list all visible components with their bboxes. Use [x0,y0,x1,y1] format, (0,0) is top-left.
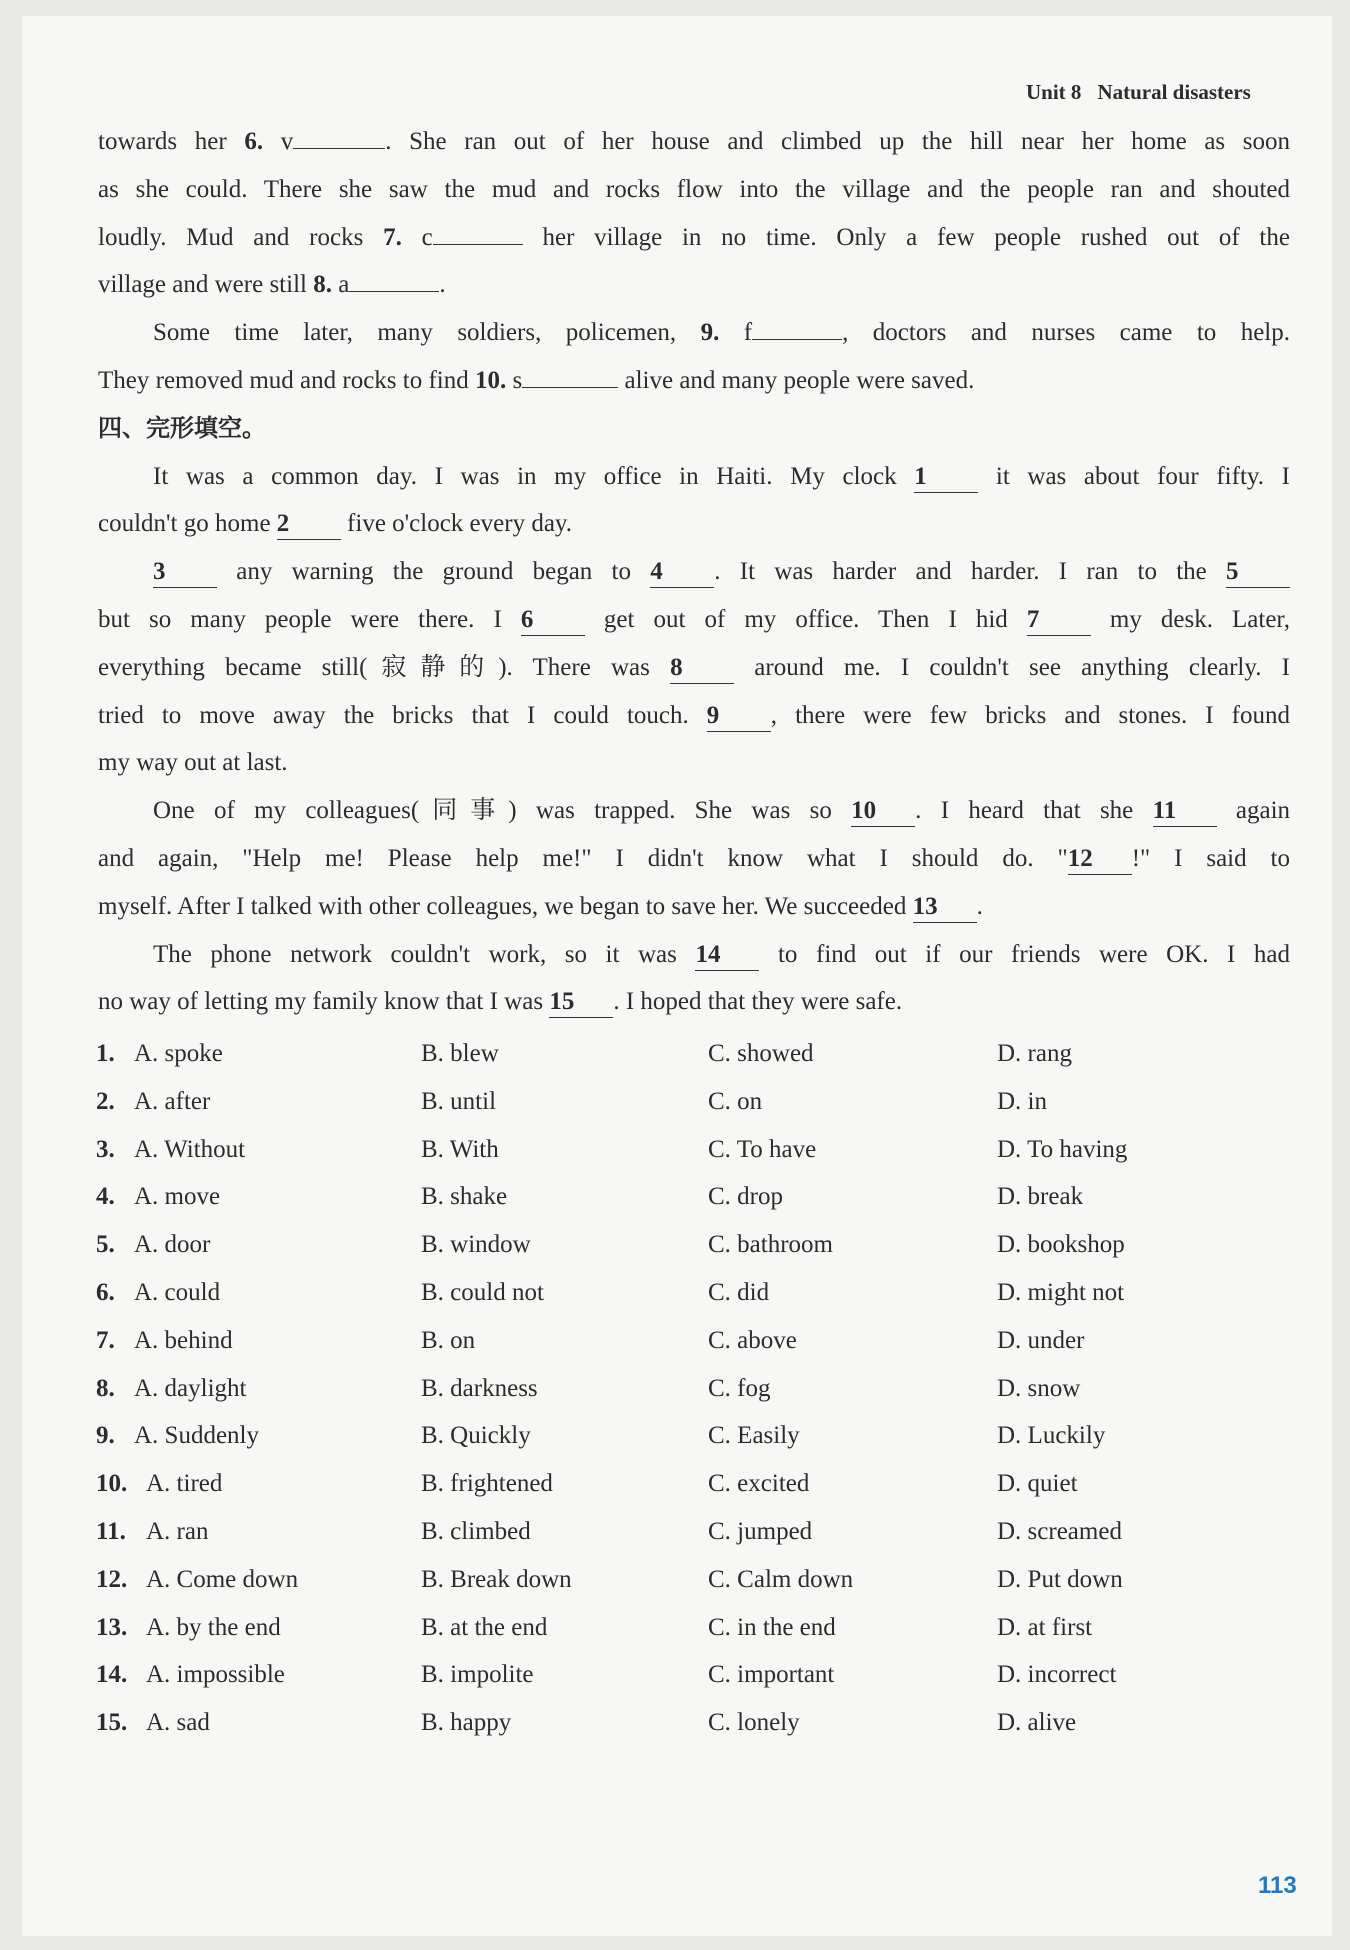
option-c[interactable]: C. drop [708,1183,783,1211]
option-row: 10. A. tired B. frightened C. excited D. quiet [96,1460,1246,1508]
option-a[interactable]: A. tired [146,1470,223,1498]
option-row: 15. A. sad B. happy C. lonely D. alive [96,1699,1246,1747]
option-a[interactable]: A. Suddenly [134,1422,259,1450]
answer-blank-10[interactable] [522,357,618,388]
option-d[interactable]: D. Put down [997,1565,1123,1593]
option-a[interactable]: A. daylight [134,1374,247,1402]
cloze-line: everything became still(寂静的). There was 8 around me. I couldn't see anything clearly. I [98,644,1290,692]
page-number: 113 [1258,1872,1297,1899]
option-a[interactable]: A. could [134,1278,221,1306]
cloze-blank-6[interactable]: 6 [521,605,585,636]
option-d[interactable]: D. incorrect [997,1661,1117,1689]
cloze-line: One of my colleagues(同事) was trapped. She was so 10 . I heard that she 11 again [98,787,1290,835]
passage-line: They removed mud and rocks to find 10. s alive and many people were saved. [98,357,1290,405]
cloze-line: It was a common day. I was in my office in Haiti. My clock 1 it was about four fifty. I [98,453,1290,501]
page-header [1026,80,1251,105]
option-a[interactable]: A. door [134,1231,211,1259]
option-b[interactable]: B. darkness [421,1374,538,1402]
option-row: 8. A. daylight B. darkness C. fog D. snow [96,1365,1246,1413]
option-a[interactable]: A. ran [146,1517,209,1545]
option-c[interactable]: C. on [708,1087,763,1115]
option-a[interactable]: A. behind [134,1326,233,1354]
cloze-line: no way of letting my family know that I was 15 . I hoped that they were safe. [98,978,1290,1026]
unit-title: Natural disasters [1097,80,1251,104]
option-row: 9. A. Suddenly B. Quickly C. Easily D. Luckily [96,1412,1246,1460]
answer-blank-8[interactable] [349,261,439,292]
option-a[interactable]: A. impossible [146,1661,285,1689]
cloze-blank-9[interactable]: 9 [707,701,771,732]
option-row: 14. A. impossible B. impolite C. important D. incorrect [96,1651,1246,1699]
cloze-line: myself. After I talked with other colleagues, we began to save her. We succeeded 13 . [98,883,1290,931]
option-b[interactable]: B. Quickly [421,1422,531,1450]
option-d[interactable]: D. under [997,1326,1085,1354]
answer-blank-6[interactable] [293,118,385,149]
cloze-line: and again, "Help me! Please help me!" I didn't know what I should do. "12 !" I said to [98,835,1290,883]
option-b[interactable]: B. impolite [421,1661,534,1689]
option-d[interactable]: D. rang [997,1040,1072,1067]
option-c[interactable]: C. Easily [708,1422,800,1450]
option-d[interactable]: D. alive [997,1709,1077,1737]
option-c[interactable]: C. To have [708,1135,817,1163]
option-d[interactable]: D. at first [997,1613,1093,1641]
option-b[interactable]: B. frightened [421,1470,553,1498]
cloze-blank-13[interactable]: 13 [913,892,977,923]
option-row: 7. A. behind B. on C. above D. under [96,1317,1246,1365]
option-c[interactable]: C. in the end [708,1613,836,1641]
option-b[interactable]: B. Break down [421,1565,572,1593]
option-row: 5. A. door B. window C. bathroom D. bookshop [96,1221,1246,1269]
option-a[interactable]: A. after [134,1087,211,1115]
passage-line: as she could. There she saw the mud and rocks flow into the village and the people ran and shouted [98,175,1290,203]
cloze-blank-2[interactable]: 2 [277,509,341,540]
passage-line: Some time later, many soldiers, policemen, 9. f , doctors and nurses came to help. [98,309,1290,357]
cloze-blank-1[interactable]: 1 [914,462,978,493]
option-row: 4. A. move B. shake C. drop D. break [96,1173,1246,1221]
option-c[interactable]: C. jumped [708,1517,813,1545]
cloze-blank-7[interactable]: 7 [1027,605,1091,636]
passage-content [98,118,1290,1026]
option-d[interactable]: D. might not [997,1278,1125,1306]
cloze-line: 3 any warning the ground began to 4 . It was harder and harder. I ran to the 5 [98,548,1290,596]
cloze-line: but so many people were there. I 6 get out of my office. Then I hid 7 my desk. Later, [98,596,1290,644]
option-d[interactable]: D. To having [997,1135,1128,1163]
option-d[interactable]: D. snow [997,1374,1081,1402]
option-a[interactable]: A. Come down [146,1565,299,1593]
option-row: 1. A. spoke B. blew C. showed D. rang [96,1030,1246,1078]
cloze-blank-4[interactable]: 4 [650,557,714,588]
option-c[interactable]: C. lonely [708,1709,800,1737]
option-row: 2. A. after B. until C. on D. in [96,1078,1246,1126]
options-list [96,1030,1246,1747]
cloze-line: The phone network couldn't work, so it was 14 to find out if our friends were OK. I had [98,931,1290,979]
option-a[interactable]: A. sad [146,1709,210,1737]
option-b[interactable]: B. With [421,1135,499,1163]
cloze-blank-3[interactable]: 3 [153,557,217,588]
cloze-blank-11[interactable]: 11 [1153,796,1217,827]
option-row: 6. A. could B. could not C. did D. might not [96,1269,1246,1317]
passage-line: loudly. Mud and rocks 7. c her village in no time. Only a few people rushed out of the [98,214,1290,262]
option-d[interactable]: D. break [997,1183,1084,1211]
answer-blank-9[interactable] [752,309,842,340]
section-title: 四、完形填空。 [98,413,266,442]
option-b[interactable]: B. shake [421,1183,508,1211]
cloze-blank-5[interactable]: 5 [1226,557,1290,588]
option-d[interactable]: D. bookshop [997,1231,1125,1259]
option-a[interactable]: A. Without [134,1135,246,1163]
option-c[interactable]: C. important [708,1661,835,1689]
option-row: 3. A. Without B. With C. To have D. To having [96,1126,1246,1174]
option-a[interactable]: A. by the end [146,1613,281,1641]
unit-label: Unit 8 [1026,80,1082,104]
option-d[interactable]: D. quiet [997,1470,1078,1498]
cloze-line: couldn't go home 2 five o'clock every day. [98,500,1290,548]
cloze-blank-14[interactable]: 14 [695,940,759,971]
option-row: 11. A. ran B. climbed C. jumped D. screamed [96,1508,1246,1556]
option-d[interactable]: D. in [997,1087,1047,1115]
option-a[interactable]: A. move [134,1183,221,1211]
option-c[interactable]: C. above [708,1326,797,1354]
option-c[interactable]: C. excited [708,1470,810,1498]
option-c[interactable]: C. Calm down [708,1565,854,1593]
option-b[interactable]: B. happy [421,1709,512,1737]
cloze-line: my way out at last. [98,749,288,777]
option-d[interactable]: D. Luckily [997,1422,1106,1450]
cloze-blank-15[interactable]: 15 [549,987,613,1018]
option-c[interactable]: C. fog [708,1374,771,1402]
option-b[interactable]: B. on [421,1326,476,1354]
passage-line: village and were still 8. a . [98,261,1290,309]
option-b[interactable]: B. until [421,1087,497,1115]
cloze-blank-10[interactable]: 10 [851,796,915,827]
option-b[interactable]: B. window [421,1231,531,1259]
option-b[interactable]: B. blew [421,1040,499,1067]
option-c[interactable]: C. showed [708,1040,814,1067]
option-b[interactable]: B. climbed [421,1517,531,1545]
answer-blank-7[interactable] [433,214,523,245]
option-c[interactable]: C. bathroom [708,1231,833,1259]
option-row: 12. A. Come down B. Break down C. Calm down D. Put down [96,1556,1246,1604]
option-b[interactable]: B. could not [421,1278,544,1306]
passage-line: towards her 6. v . She ran out of her house and climbed up the hill near her home as soon [98,118,1290,166]
cloze-blank-12[interactable]: 12 [1068,844,1132,875]
option-row: 13. A. by the end B. at the end C. in the end D. at first [96,1604,1246,1652]
option-a[interactable]: A. spoke [134,1040,223,1067]
cloze-line: tried to move away the bricks that I could touch. 9 , there were few bricks and stones. I found [98,692,1290,740]
cloze-blank-8[interactable]: 8 [670,653,734,684]
option-d[interactable]: D. screamed [997,1517,1122,1545]
option-b[interactable]: B. at the end [421,1613,548,1641]
option-c[interactable]: C. did [708,1278,770,1306]
